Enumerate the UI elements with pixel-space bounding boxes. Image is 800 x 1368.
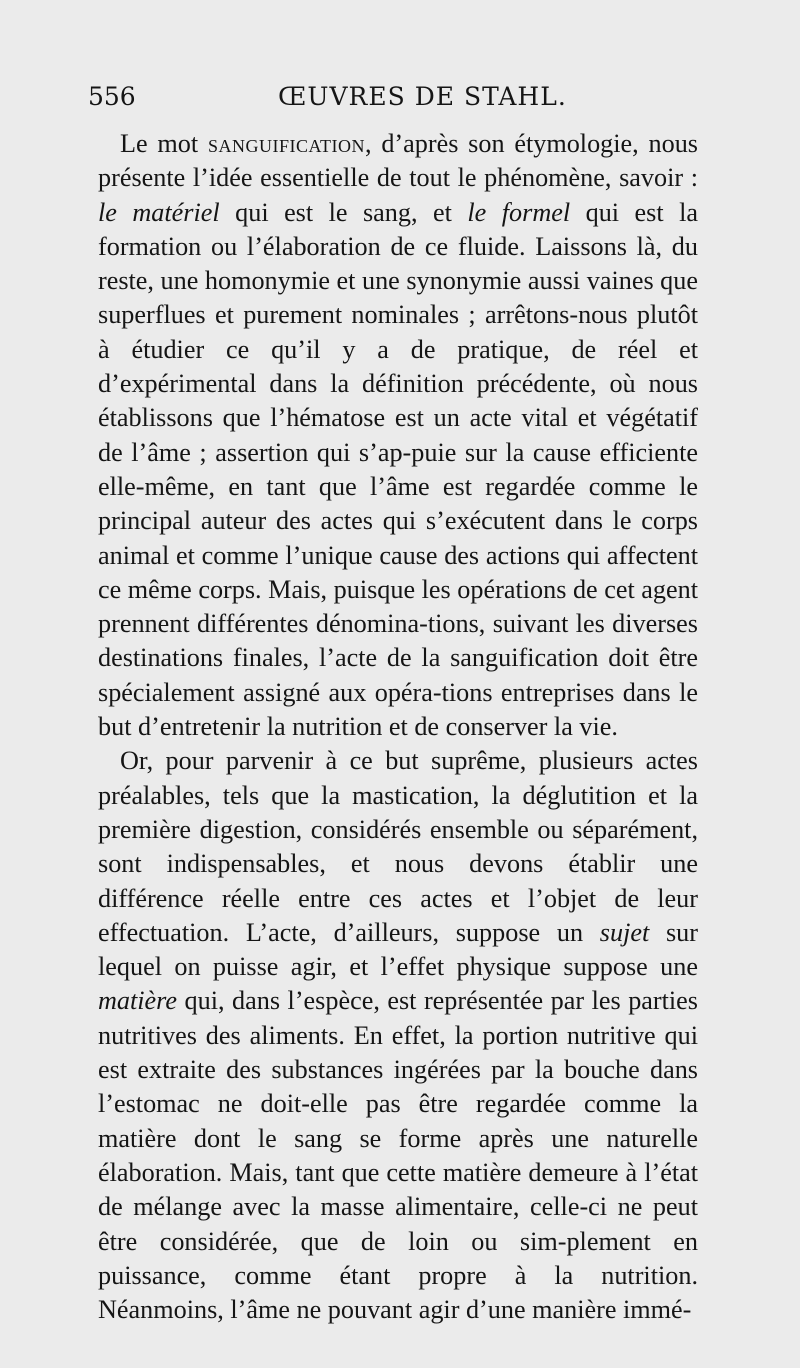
text-segment: qui est le sang, et <box>219 197 468 227</box>
text-segment: Le mot <box>120 129 208 158</box>
text-segment-smallcaps: sanguification <box>207 129 365 158</box>
text-segment-italic: sujet <box>599 917 650 947</box>
text-segment-italic: matière <box>98 986 178 1016</box>
text-segment: qui est la formation ou l’élaboration de ce fluide. Laissons là, du reste, une homonymie et une synonymie aussi vaines que superflues et purement nominales ; arrêtons-nous plutôt à étudier ce qu’il y a de pratique, de réel et d’expérimental dans la définition précédente, où nous établissons que l’hématose est un acte vital et végétatif de l’âme ; assertion qui s’ap-puie sur la cause efficiente elle-même, en tant que l’âme est regardée comme le principal auteur des actes qui s’exécutent dans le corps animal et comme l’unique cause des actions qui affectent ce même corps. Mais, puisque les opérations de cet agent prennent différentes dénomina-tions, suivant les diverses destinations finales, l’acte de la sanguification doit être spécialement assigné aux opéra-tions entreprises dans le but d’entretenir la nutrition et de conserver la vie. <box>98 197 699 742</box>
text-segment: sur lequel on puisse agir, et l’effet physique suppose une <box>98 917 698 982</box>
running-title: ŒUVRES DE STAHL. <box>278 82 567 111</box>
text-segment: Or, pour parvenir à ce but suprême, plusieurs actes préalables, tels que la mastication, la déglutition et la première digestion, considérés ensemble ou séparément, sont indispensables, et nous devons établir une différence réelle entre ces actes et l’objet de leur effectuation. L’acte, d’ailleurs, suppose un <box>98 746 698 947</box>
text-segment: qui, dans l’espèce, est représentée par les parties nutritives des aliments. En effet, la portion nutritive qui est extraite des substances ingérées par la bouche dans l’estomac ne doit-elle pas être regardée comme la matière dont le sang se forme après une naturelle élaboration. Mais, tant que cette matière demeure à l’état de mélange avec la masse alimentaire, celle-ci ne peut être considérée, que de loin ou sim-plement en puissance, comme étant propre à la nutrition. Néanmoins, l’âme ne pouvant agir d’une manière immé- <box>98 986 698 1325</box>
paragraph <box>98 127 698 744</box>
text-segment: , d’après son étymologie, nous présente l’idée essentielle de tout le phénomène, savoir : <box>98 129 698 193</box>
text-segment-italic: le matériel <box>98 197 220 227</box>
paragraph <box>98 744 698 1327</box>
text-segment-italic: le formel <box>467 197 571 227</box>
body-text <box>98 127 698 1327</box>
page-header <box>88 82 698 118</box>
page-number: 556 <box>88 82 136 111</box>
